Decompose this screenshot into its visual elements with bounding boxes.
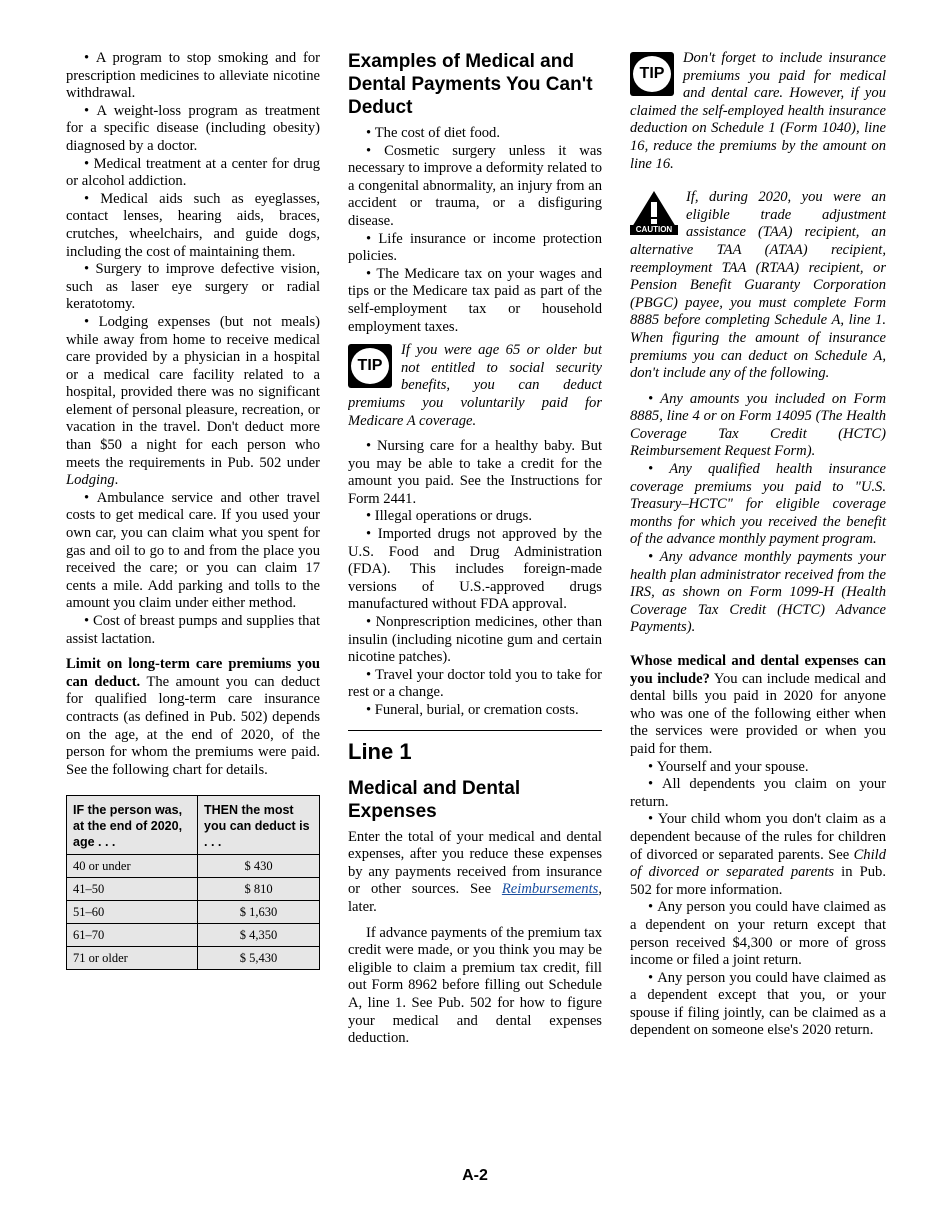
page-number: A-2 — [462, 1167, 488, 1184]
bullet-person-claimed: • Any person you could have claimed as a dependent except that you, or your spouse if filing jointly, can be claimed as a dependent on someone else's 2020 return. — [630, 970, 886, 1040]
table-cell-amount: $ 430 — [198, 855, 320, 878]
caution-bullet-8885: • Any amounts you included on Form 8885, line 4 or on Form 14095 (The Health Coverage Tax Credit (HCTC) Reimbursement Request Form). — [630, 391, 886, 461]
table-cell-amount: $ 1,630 — [198, 901, 320, 924]
tip-box-medicare — [348, 342, 602, 430]
tip-text: If you were age 65 or older but not entitled to social security benefits, you can deduct premiums you voluntarily paid for Medicare A coverage. — [348, 342, 602, 429]
section-heading-cant-deduct: Examples of Medical and Dental Payments You Can't Deduct — [348, 51, 593, 118]
table-cell-amount: $ 810 — [198, 878, 320, 901]
bullet-addiction-treatment: • Medical treatment at a center for drug or alcohol addiction. — [66, 156, 320, 191]
subheading-medical-dental: Medical and Dental Expenses — [348, 777, 521, 822]
table-header-amount: THEN the most you can deduct is . . . — [198, 796, 320, 855]
table-row — [67, 855, 320, 878]
bullet-nursing-care: • Nursing care for a healthy baby. But you may be able to take a credit for the amount you paid. See the Instructions for Form 2441. — [348, 438, 602, 508]
bullet-lodging: • Lodging expenses (but not meals) while away from home to receive medical care provided by a physician in a hospital or a medical care facility related to a hospital, provided there was no significant element of personal pleasure, recreation, or vacation in the travel. Don't deduct more than $50 a night for each person who meets the requirements in Pub. 502 under Lodging. — [66, 314, 320, 490]
table-row — [67, 924, 320, 947]
table-row — [67, 878, 320, 901]
tip-text: Don't forget to include insurance premiums you paid for medical and dental care. However, if you claimed the self-employed health insurance deduction on Schedule 1 (Form 1040), line 16, reduce the premiums by the amount on line 16. — [630, 50, 886, 172]
caution-box — [630, 189, 886, 383]
long-term-care-table — [66, 795, 320, 970]
table-cell-amount: $ 4,350 — [198, 924, 320, 947]
whose-paragraph: Whose medical and dental expenses can you include? You can include medical and dental bills you paid in 2020 for anyone who was one of the following either when the services were provided or when you paid for them. — [630, 653, 886, 757]
column-2 — [348, 50, 602, 1048]
bullet-diet-food: • The cost of diet food. — [348, 125, 602, 143]
table-cell-age: 40 or under — [67, 855, 198, 878]
table-cell-age: 51–60 — [67, 901, 198, 924]
bullet-illegal-operations: • Illegal operations or drugs. — [348, 508, 602, 526]
line1-paragraph-1: Enter the total of your medical and dental expenses, after you reduce these expenses by any payments received from insurance or other sources. See Reimbursements, later. — [348, 828, 602, 915]
tip-icon: TIP — [348, 344, 395, 390]
table-cell-age: 41–50 — [67, 878, 198, 901]
table-header-age: IF the person was, at the end of 2020, age . . . — [67, 796, 198, 855]
table-cell-amount: $ 5,430 — [198, 947, 320, 970]
bullet-funeral: • Funeral, burial, or cremation costs. — [348, 702, 602, 720]
bullet-yourself-spouse: • Yourself and your spouse. — [630, 759, 886, 777]
bullet-eye-surgery: • Surgery to improve defective vision, such as laser eye surgery or radial keratotomy. — [66, 261, 320, 314]
line-heading: Line 1 — [348, 738, 412, 764]
bullet-travel: • Travel your doctor told you to take for rest or a change. — [348, 667, 602, 702]
bullet-nonprescription: • Nonprescription medicines, other than insulin (including nicotine gum and certain nicotine patches). — [348, 614, 602, 667]
bullet-all-dependents: • All dependents you claim on your return. — [630, 776, 886, 811]
table-cell-age: 71 or older — [67, 947, 198, 970]
section-divider — [348, 730, 602, 731]
bullet-ambulance: • Ambulance service and other travel costs to get medical care. If you used your own car, you can claim what you spent for gas and oil to go to and from the place you received the care; or you can claim 17 cents a mile. Add parking and tolls to the amount you claim under either method. — [66, 490, 320, 613]
bullet-imported-drugs: • Imported drugs not approved by the U.S. Food and Drug Administration (FDA). This includes foreign-made versions of U.S.-approved drugs manufactured without FDA approval. — [348, 526, 602, 614]
tip-box-premiums — [630, 50, 886, 173]
table-row — [67, 901, 320, 924]
caution-text: If, during 2020, you were an eligible trade adjustment assistance (TAA) recipient, an alternative TAA (ATAA) recipient, reemployment TAA (RTAA) recipient, or Pension Benefit Guaranty Corporation (PBGC) payee, you must complete Form 8885 before completing Schedule A, line 1. When figuring the amount of insurance premiums you can deduct on Schedule A, don't include any of the following. — [630, 189, 886, 382]
bullet-breast-pumps: • Cost of breast pumps and supplies that assist lactation. — [66, 613, 320, 648]
caution-bullet-advance: • Any advance monthly payments your health plan administrator received from the IRS, as shown on Form 1099-H (Health Coverage Tax Credit (HCTC) Advance Payments). — [630, 549, 886, 637]
bullet-weight-loss: • A weight-loss program as treatment for a specific disease (including obesity) diagnosed by a doctor. — [66, 103, 320, 156]
column-3 — [630, 50, 886, 1040]
bullet-life-insurance: • Life insurance or income protection policies. — [348, 231, 602, 266]
bullet-medical-aids: • Medical aids such as eyeglasses, contact lenses, hearing aids, braces, crutches, wheelchairs, and guide dogs, including the cost of maintaining them. — [66, 191, 320, 261]
caution-icon: CAUTION — [630, 189, 680, 235]
bullet-cosmetic-surgery: • Cosmetic surgery unless it was necessary to improve a deformity related to a congenital abnormality, an injury from an accident or trauma, or a disfiguring disease. — [348, 143, 602, 231]
limit-paragraph: Limit on long-term care premiums you can deduct. The amount you can deduct for qualified long-term care insurance contracts (as defined in Pub. 502) depends on the age, at the end of 2020, of the person for whom the premiums were paid. See the following chart for details. — [66, 656, 320, 778]
tip-icon: TIP — [630, 52, 677, 98]
table-cell-age: 61–70 — [67, 924, 198, 947]
column-1 — [66, 50, 320, 970]
reimbursements-link[interactable]: Reimbursements — [501, 881, 599, 898]
bullet-stop-smoking: • A program to stop smoking and for prescription medicines to alleviate nicotine withdrawal. — [66, 50, 320, 103]
caution-bullet-treasury: • Any qualified health insurance coverage premiums you paid to "U.S. Treasury–HCTC" for eligible coverage months for which you received the benefit of the advance monthly payment program. — [630, 461, 886, 549]
bullet-medicare-tax: • The Medicare tax on your wages and tips or the Medicare tax paid as part of the self-employment tax or household employment taxes. — [348, 266, 602, 336]
table-row — [67, 947, 320, 970]
line1-paragraph-2: If advance payments of the premium tax credit were made, or you think you may be eligible to claim a premium tax credit, fill out Form 8962 before filling out Schedule A, line 1. See Pub. 502 for how to figure your medical and dental expenses deduction. — [348, 924, 602, 1047]
bullet-child-divorced: • Your child whom you don't claim as a dependent because of the rules for children of divorced or separated parents. See Child of divorced or separated parents in Pub. 502 for more information. — [630, 811, 886, 899]
bullet-person-income: • Any person you could have claimed as a dependent on your return except that person received $4,300 or more of gross income or filed a joint return. — [630, 899, 886, 969]
